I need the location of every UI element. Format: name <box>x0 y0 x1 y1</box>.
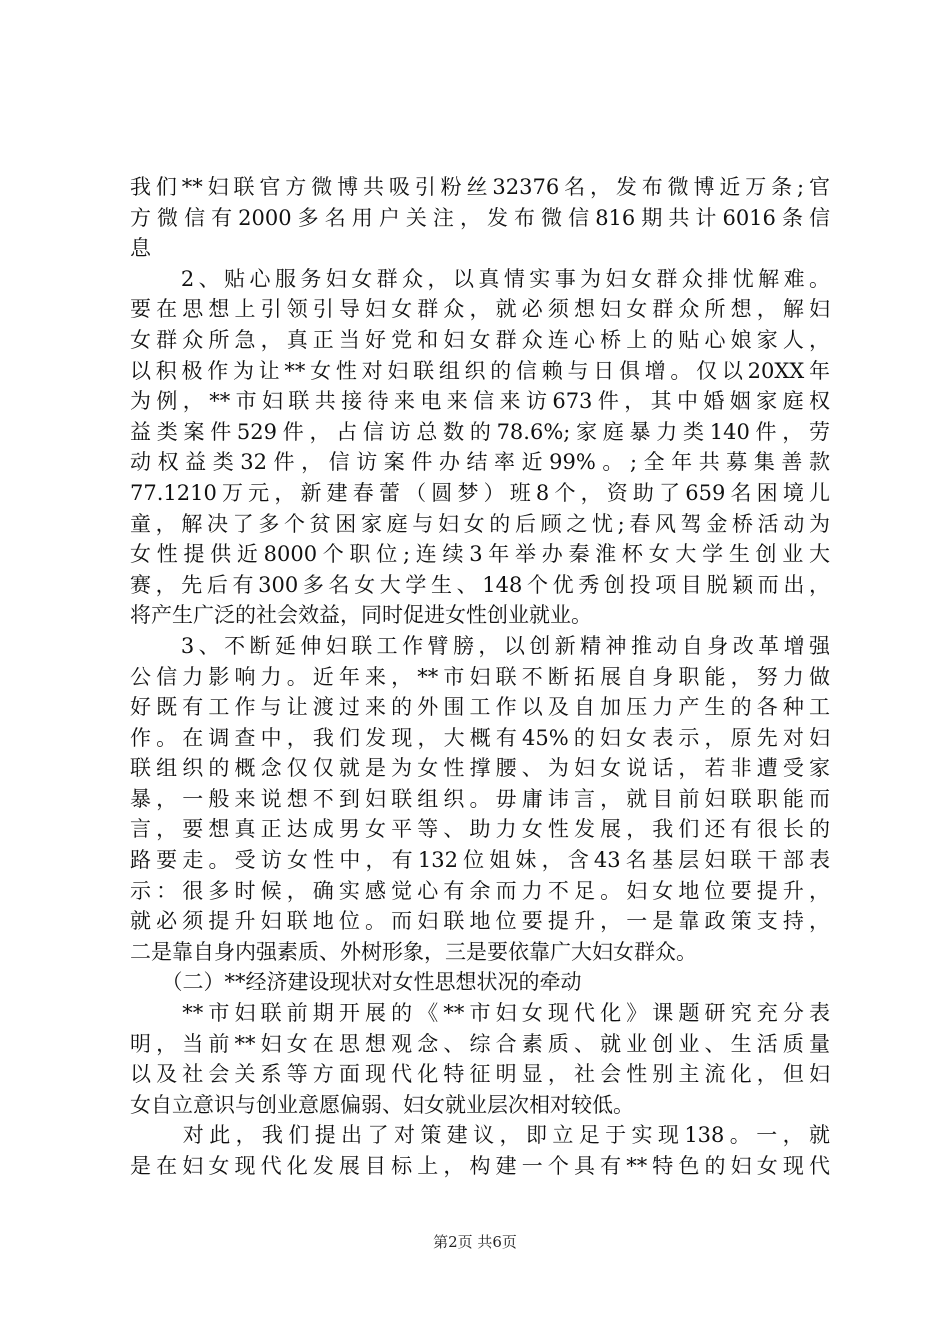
text-line: 作。在调查中，我们发现，大概有45%的妇女表示，原先对妇 <box>130 725 830 750</box>
text-line: 要在思想上引领引导妇女群众，就必须想妇女群众所想，解妇 <box>130 297 830 322</box>
text-line: 示：很多时候，确实感觉心有余而力不足。妇女地位要提升， <box>130 878 830 903</box>
text-line: 3、不断延伸妇联工作臂膀，以创新精神推动自身改革增强 <box>130 633 830 658</box>
text-line: 对此，我们提出了对策建议，即立足于实现138。一，就 <box>130 1123 830 1148</box>
text-line: （二）**经济建设现状对女性思想状况的牵动 <box>130 970 582 995</box>
text-line: 就必须提升妇联地位。而妇联地位要提升，一是靠政策支持， <box>130 909 830 934</box>
text-line: 益类案件529件，占信访总数的78.6%;家庭暴力类140件，劳 <box>130 419 830 444</box>
text-line: 77.1210万元，新建春蕾（圆梦）班8个，资助了659名困境儿 <box>130 480 830 505</box>
text-line: 以及社会关系等方面现代化特征明显，社会性别主流化，但妇 <box>130 1062 830 1087</box>
text-line: 公信力影响力。近年来，**市妇联不断拓展自身职能，努力做 <box>130 664 830 689</box>
document-body <box>130 172 830 1182</box>
text-line: 动权益类32件，信访案件办结率近99%。;全年共募集善款 <box>130 450 830 475</box>
text-line: 女性提供近8000个职位;连续3年举办秦淮杯女大学生创业大 <box>130 542 830 567</box>
text-line: 2、贴心服务妇女群众，以真情实事为妇女群众排忧解难。 <box>130 266 830 291</box>
text-line: 好既有工作与让渡过来的外围工作以及自加压力产生的各种工 <box>130 695 830 720</box>
text-line: 方微信有2000多名用户关注，发布微信816期共计6016条信 <box>130 205 830 230</box>
text-line: 女自立意识与创业意愿偏弱、妇女就业层次相对较低。 <box>130 1092 634 1117</box>
text-line: 将产生广泛的社会效益，同时促进女性创业就业。 <box>130 603 592 628</box>
text-line: **市妇联前期开展的《**市妇女现代化》课题研究充分表 <box>130 1001 830 1026</box>
text-line: 赛，先后有300多名女大学生、148个优秀创投项目脱颖而出， <box>130 572 830 597</box>
text-line: 为例，**市妇联共接待来电来信来访673件，其中婚姻家庭权 <box>130 389 830 414</box>
text-line: 路要走。受访女性中，有132位姐妹，含43名基层妇联干部表 <box>130 848 830 873</box>
text-line: 以积极作为让**女性对妇联组织的信赖与日俱增。仅以20XX年 <box>130 358 830 383</box>
text-line: 联组织的概念仅仅就是为女性撑腰、为妇女说话，若非遭受家 <box>130 756 830 781</box>
text-line: 是在妇女现代化发展目标上，构建一个具有**特色的妇女现代 <box>130 1154 830 1178</box>
text-line: 女群众所急，真正当好党和妇女群众连心桥上的贴心娘家人， <box>130 327 830 352</box>
text-line: 二是靠自身内强素质、外树形象，三是要依靠广大妇女群众。 <box>130 939 697 964</box>
text-line: 童，解决了多个贫困家庭与妇女的后顾之忧;春风驾金桥活动为 <box>130 511 830 536</box>
text-line: 息 <box>130 236 151 261</box>
text-line: 暴，一般来说想不到妇联组织。毋庸讳言，就目前妇联职能而 <box>130 786 830 811</box>
text-line: 我们**妇联官方微博共吸引粉丝32376名，发布微博近万条;官 <box>130 175 830 199</box>
text-line: 言，要想真正达成男女平等、助力女性发展，我们还有很长的 <box>130 817 830 842</box>
page-footer: 第2页 共6页 <box>433 1233 517 1251</box>
text-line: 明，当前**妇女在思想观念、综合素质、就业创业、生活质量 <box>130 1031 830 1056</box>
